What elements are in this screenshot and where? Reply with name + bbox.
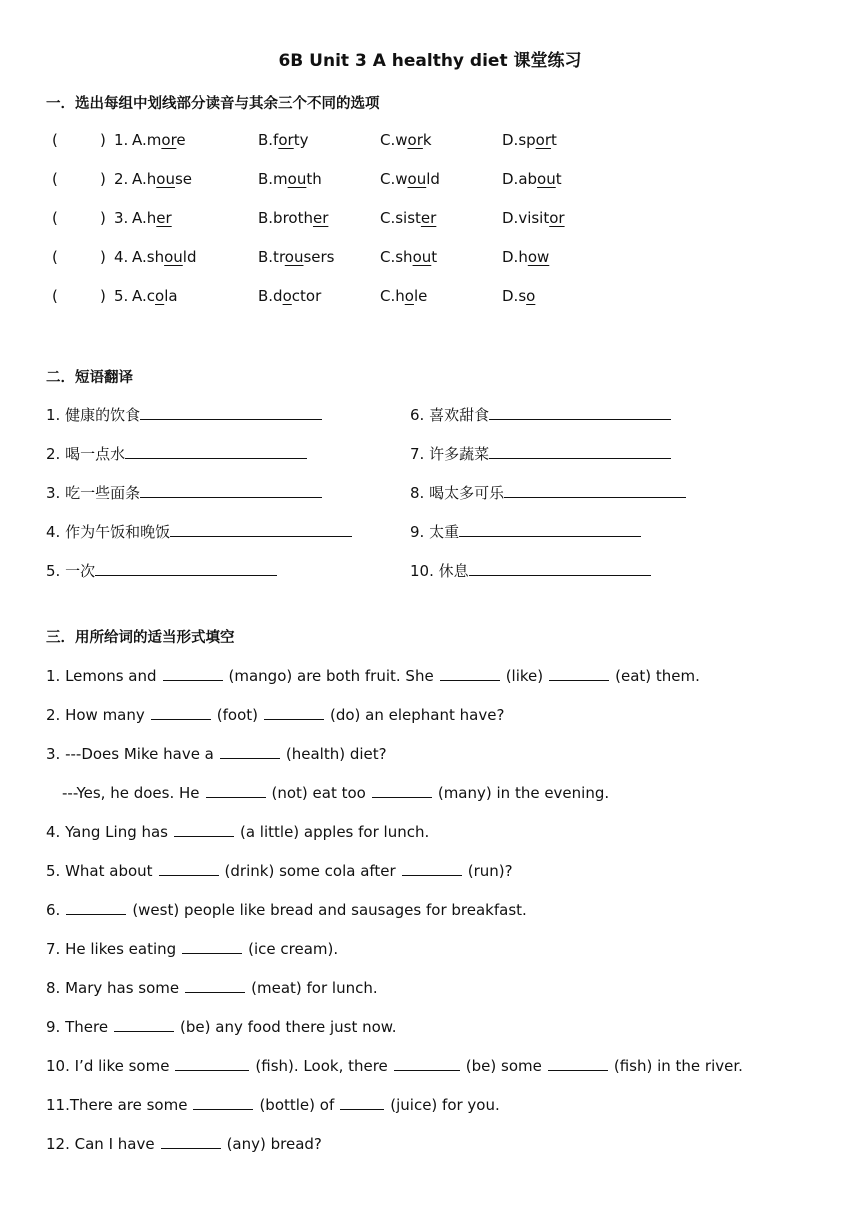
answer-blank[interactable]: [440, 665, 500, 681]
answer-bracket[interactable]: (: [52, 287, 58, 305]
sentence-fragment: 1. Lemons and: [46, 667, 157, 685]
translation-item: [46, 482, 322, 503]
option-d: D.how: [502, 248, 550, 266]
answer-bracket-close: ): [100, 131, 106, 149]
fill-blank-line: [46, 821, 429, 841]
underlined-letters: o: [526, 287, 536, 305]
phrase-label: 8. 喝太多可乐: [410, 484, 505, 502]
sentence-fragment: 5. What about: [46, 862, 153, 880]
option-d: D.about: [502, 170, 562, 188]
option-b: B.brother: [258, 209, 329, 227]
answer-line[interactable]: [125, 443, 307, 459]
answer-blank[interactable]: [151, 704, 211, 720]
underlined-letters: or: [278, 131, 294, 149]
answer-bracket[interactable]: (: [52, 209, 58, 227]
answer-blank[interactable]: [66, 899, 126, 915]
page-title: 6B Unit 3 A healthy diet 课堂练习: [278, 51, 582, 71]
fill-blank-line: [46, 704, 504, 724]
option-a: A.her: [132, 209, 172, 227]
underlined-letters: ow: [527, 248, 550, 266]
fill-blank-line: [46, 665, 700, 685]
translation-item: [410, 482, 686, 503]
sentence-fragment: (like): [505, 667, 544, 685]
option-b: B.trousers: [258, 248, 335, 266]
answer-blank[interactable]: [548, 1055, 608, 1071]
underlined-letters: or: [535, 131, 552, 149]
answer-blank[interactable]: [182, 938, 242, 954]
answer-line[interactable]: [469, 560, 651, 576]
fill-blank-line: [46, 1016, 396, 1036]
answer-bracket[interactable]: (: [52, 170, 58, 188]
underlined-letters: ou: [284, 248, 304, 266]
answer-bracket-close: ): [100, 209, 106, 227]
answer-line[interactable]: [140, 404, 322, 420]
sentence-fragment: (do) an elephant have?: [330, 706, 505, 724]
underlined-letters: or: [407, 131, 423, 149]
option-a: A.cola: [132, 287, 178, 305]
phrase-label: 10. 休息: [410, 562, 469, 580]
fill-blank-line: [46, 1133, 322, 1153]
phrase-label: 1. 健康的饮食: [46, 406, 141, 424]
section-heading-3: 三．用所给词的适当形式填空: [46, 630, 235, 646]
answer-blank[interactable]: [175, 1055, 249, 1071]
sentence-fragment: 12. Can I have: [46, 1135, 155, 1153]
section-heading-1: 一．选出每组中划线部分读音与其余三个不同的选项: [46, 96, 380, 112]
answer-line[interactable]: [459, 521, 641, 537]
underlined-letters: ou: [287, 170, 307, 188]
phrase-label: 6. 喜欢甜食: [410, 406, 490, 424]
answer-bracket-close: ): [100, 170, 106, 188]
option-c: C.sister: [380, 209, 437, 227]
answer-blank[interactable]: [185, 977, 245, 993]
option-b: B.mouth: [258, 170, 322, 188]
underlined-letters: or: [161, 131, 177, 149]
sentence-fragment: (drink) some cola after: [224, 862, 396, 880]
translation-item: [410, 560, 651, 581]
answer-blank[interactable]: [206, 782, 266, 798]
answer-blank[interactable]: [161, 1133, 221, 1149]
answer-line[interactable]: [140, 482, 322, 498]
question-number: 2.: [114, 170, 129, 188]
answer-blank[interactable]: [174, 821, 234, 837]
phrase-label: 9. 太重: [410, 523, 460, 541]
option-c: C.would: [380, 170, 440, 188]
translation-item: [46, 404, 322, 425]
underlined-letters: er: [156, 209, 172, 227]
sentence-fragment: 4. Yang Ling has: [46, 823, 168, 841]
answer-line[interactable]: [504, 482, 686, 498]
phrase-label: 5. 一次: [46, 562, 96, 580]
sentence-fragment: (run)?: [467, 862, 513, 880]
sentence-fragment: (bottle) of: [259, 1096, 335, 1114]
sentence-fragment: (fish). Look, there: [255, 1057, 388, 1075]
answer-blank[interactable]: [163, 665, 223, 681]
sentence-fragment: ---Yes, he does. He: [62, 784, 200, 802]
answer-blank[interactable]: [549, 665, 609, 681]
question-number: 3.: [114, 209, 129, 227]
question-row: [46, 287, 806, 309]
option-c: C.shout: [380, 248, 438, 266]
option-c: C.hole: [380, 287, 428, 305]
answer-blank[interactable]: [220, 743, 280, 759]
translation-item: [46, 560, 277, 581]
sentence-fragment: 7. He likes eating: [46, 940, 177, 958]
underlined-letters: o: [282, 287, 292, 305]
option-d: D.visitor: [502, 209, 565, 227]
sentence-fragment: 3. ---Does Mike have a: [46, 745, 214, 763]
option-a: A.more: [132, 131, 186, 149]
translation-item: [410, 404, 671, 425]
fill-blank-line: [62, 782, 609, 802]
translation-item: [46, 521, 352, 542]
answer-blank[interactable]: [402, 860, 462, 876]
question-row: [46, 248, 806, 270]
answer-line[interactable]: [95, 560, 277, 576]
underlined-letters: or: [549, 209, 565, 227]
sentence-fragment: 6.: [46, 901, 61, 919]
underlined-letters: o: [155, 287, 165, 305]
sentence-fragment: (mango) are both fruit. She: [228, 667, 434, 685]
phrase-label: 4. 作为午饭和晚饭: [46, 523, 171, 541]
underlined-letters: ou: [407, 170, 427, 188]
sentence-fragment: (foot): [216, 706, 258, 724]
answer-bracket-close: ): [100, 248, 106, 266]
sentence-fragment: 11.There are some: [46, 1096, 188, 1114]
sentence-fragment: (a little) apples for lunch.: [240, 823, 430, 841]
phrase-label: 3. 吃一些面条: [46, 484, 141, 502]
option-b: B.forty: [258, 131, 309, 149]
option-d: D.sport: [502, 131, 557, 149]
option-c: C.work: [380, 131, 432, 149]
underlined-letters: o: [404, 287, 414, 305]
answer-blank[interactable]: [159, 860, 219, 876]
option-a: A.house: [132, 170, 193, 188]
sentence-fragment: (many) in the evening.: [437, 784, 610, 802]
sentence-fragment: 10. I’d like some: [46, 1057, 170, 1075]
section-heading-2: 二．短语翻译: [46, 370, 133, 386]
option-a: A.should: [132, 248, 197, 266]
sentence-fragment: (be) any food there just now.: [180, 1018, 397, 1036]
underlined-letters: er: [312, 209, 329, 227]
fill-blank-line: [46, 860, 513, 880]
answer-blank[interactable]: [372, 782, 432, 798]
answer-blank[interactable]: [340, 1094, 384, 1110]
sentence-fragment: (be) some: [465, 1057, 542, 1075]
answer-bracket[interactable]: (: [52, 248, 58, 266]
answer-bracket-close: ): [100, 287, 106, 305]
sentence-fragment: (any) bread?: [226, 1135, 322, 1153]
option-b: B.doctor: [258, 287, 322, 305]
underlined-letters: ou: [164, 248, 183, 266]
sentence-fragment: 2. How many: [46, 706, 145, 724]
question-row: [46, 131, 806, 153]
translation-item: [410, 521, 641, 542]
answer-bracket[interactable]: (: [52, 131, 58, 149]
answer-blank[interactable]: [114, 1016, 174, 1032]
underlined-letters: ou: [156, 170, 175, 188]
answer-blank[interactable]: [264, 704, 324, 720]
translation-item: [46, 443, 307, 464]
phrase-label: 2. 喝一点水: [46, 445, 126, 463]
sentence-fragment: 8. Mary has some: [46, 979, 180, 997]
sentence-fragment: (west) people like bread and sausages for breakfast.: [132, 901, 527, 919]
sentence-fragment: (health) diet?: [285, 745, 387, 763]
sentence-fragment: (meat) for lunch.: [251, 979, 378, 997]
underlined-letters: ou: [537, 170, 556, 188]
question-row: [46, 170, 806, 192]
phrase-label: 7. 许多蔬菜: [410, 445, 490, 463]
answer-blank[interactable]: [394, 1055, 460, 1071]
fill-blank-line: [46, 1094, 500, 1114]
option-d: D.so: [502, 287, 536, 305]
fill-blank-line: [46, 977, 378, 997]
underlined-letters: er: [420, 209, 437, 227]
underlined-letters: ou: [412, 248, 432, 266]
answer-line[interactable]: [170, 521, 352, 537]
sentence-fragment: (not) eat too: [271, 784, 366, 802]
question-row: [46, 209, 806, 231]
answer-blank[interactable]: [193, 1094, 253, 1110]
sentence-fragment: (ice cream).: [248, 940, 339, 958]
question-number: 4.: [114, 248, 129, 266]
question-number: 5.: [114, 287, 129, 305]
answer-line[interactable]: [489, 443, 671, 459]
translation-item: [410, 443, 671, 464]
sentence-fragment: (eat) them.: [615, 667, 700, 685]
fill-blank-line: [46, 938, 338, 958]
sentence-fragment: 9. There: [46, 1018, 109, 1036]
fill-blank-line: [46, 899, 527, 919]
question-number: 1.: [114, 131, 129, 149]
fill-blank-line: [46, 743, 387, 763]
answer-line[interactable]: [489, 404, 671, 420]
fill-blank-line: [46, 1055, 743, 1075]
sentence-fragment: (fish) in the river.: [613, 1057, 743, 1075]
sentence-fragment: (juice) for you.: [390, 1096, 500, 1114]
